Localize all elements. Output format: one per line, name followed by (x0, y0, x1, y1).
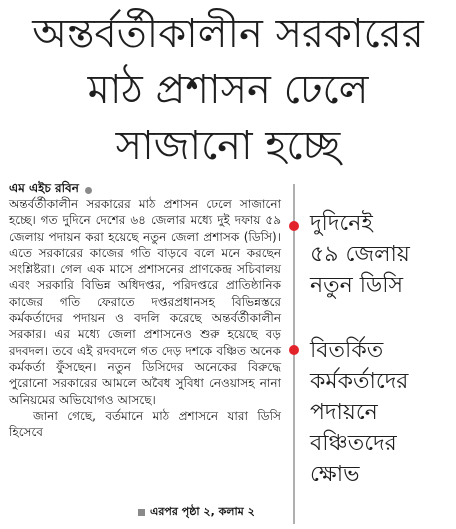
byline-author: এম এইচ রবিন (9, 181, 79, 195)
highlight-quote-2 (310, 335, 456, 490)
headline-line-3: সাজানো হচ্ছে (115, 123, 341, 169)
red-dot-icon (289, 221, 299, 231)
highlight-2-line-4: বঞ্চিতদের (310, 431, 397, 456)
headline-line-1: অন্তর্বর্তীকালীন সরকারের (32, 11, 424, 57)
highlight-1-line-2: ৫৯ জেলায় (310, 242, 410, 267)
headline-line-2: মাঠ প্রশাসন ঢেলে (87, 67, 369, 113)
headline (0, 6, 456, 174)
article-paragraph-1: অন্তর্বর্তীকালীন সরকারের মাঠ প্রশাসন ঢেলে সাজানো হচ্ছে। গত দুদিনে দেশের ৬৪ জেলার মধ্যে দুই দফায় ৫৯ জেলায় পদায়ন করা হয়েছে নতুন জেলা প্রশাসক (ডিসি)। এতে সরকারের কাজের গতি বাড়বে বলে মনে করছেন সংশ্লিষ্টরা। গেল এক মাসে প্রশাসনের প্রাণকেন্দ্র সচিবালয় এবং সরকারি বিভিন্ন অধিদপ্তর, পরিদপ্তরে প্রাতিষ্ঠানিক কাজের গতি ফেরাতে দপ্তরপ্রধানসহ বিভিন্নস্তরে কর্মকর্তাদের পদায়ন ও বদলি করেছে অন্তর্বর্তীকালীন সরকার। এর মধ্যে জেলা প্রশাসনেও শুরু হয়েছে বড় রদবদল। তবে এই রদবদলে গত দেড় দশকে বঞ্চিত অনেক কর্মকর্তা ফুঁসছেন। নতুন ডিসিদের অনেকের বিরুদ্ধে পুরোনো সরকারের আমলে অবৈধ সুবিধা নেওয়াসহ নানা অনিয়মের অভিযোগও আসছে। (9, 197, 281, 407)
highlight-2-line-5: ক্ষোভ (310, 462, 360, 487)
red-dot-icon (289, 345, 299, 355)
continuation-text: এরপর পৃষ্ঠা ২, কলাম ২ (150, 505, 255, 518)
continuation-note (138, 503, 255, 522)
highlight-1-line-3: নতুন ডিসি (310, 273, 404, 298)
bullet-dot-icon (85, 187, 92, 194)
highlight-2-line-1: বিতর্কিত (310, 338, 384, 363)
highlight-1-line-1: দুদিনেই (310, 211, 373, 236)
highlight-quote-1 (310, 208, 456, 301)
square-bullet-icon (138, 509, 145, 516)
highlight-2-line-2: কর্মকর্তাদের (310, 369, 409, 394)
article-body (9, 196, 281, 440)
article-paragraph-2: জানা গেছে, বর্তমানে মাঠ প্রশাসনে যারা ডিসি হিসেবে (9, 408, 281, 440)
highlight-2-line-3: পদায়নে (310, 400, 378, 425)
